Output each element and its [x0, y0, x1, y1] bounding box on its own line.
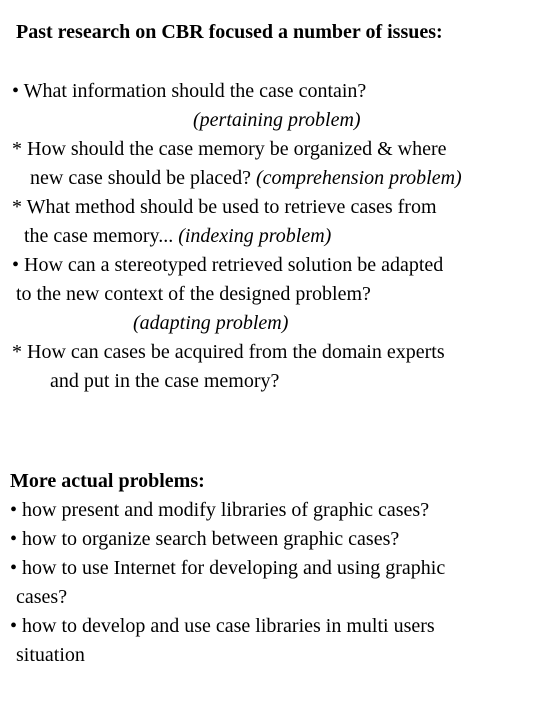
issue-3-text-cont: the case memory...: [24, 225, 179, 247]
issue-2-label: (comprehension problem): [256, 167, 462, 189]
issue-3-continuation: [24, 224, 331, 248]
issue-4-text-cont: to the new context of the designed problem?: [16, 283, 371, 305]
page-heading: Past research on CBR focused a number of issues:: [16, 21, 443, 43]
actual-problem-2: • how to organize search between graphic cases?: [10, 528, 400, 550]
issue-3-text: * What method should be used to retrieve cases from: [12, 196, 437, 218]
actual-problem-3-cont: cases?: [16, 586, 68, 608]
actual-problem-3: • how to use Internet for developing and using graphic: [10, 557, 446, 579]
issue-5-text: * How can cases be acquired from the domain experts: [12, 341, 445, 363]
actual-problem-1: • how present and modify libraries of graphic cases?: [10, 499, 430, 521]
issue-4-label: (adapting problem): [133, 312, 289, 334]
issue-4-text: • How can a stereotyped retrieved solution be adapted: [12, 254, 444, 276]
issue-3-label: (indexing problem): [178, 225, 332, 247]
actual-problem-4-cont: situation: [16, 644, 85, 666]
issue-2-text: * How should the case memory be organized & where: [12, 138, 447, 160]
issue-1-label: (pertaining problem): [193, 109, 361, 131]
issue-2-continuation: [30, 166, 462, 190]
actual-problem-4: • how to develop and use case libraries in multi users: [10, 615, 435, 637]
issue-2-text-cont: new case should be placed?: [30, 167, 257, 189]
issue-1-text: • What information should the case contain?: [12, 80, 367, 102]
section-subheading: More actual problems:: [10, 470, 205, 492]
issue-5-text-cont: and put in the case memory?: [50, 370, 280, 392]
